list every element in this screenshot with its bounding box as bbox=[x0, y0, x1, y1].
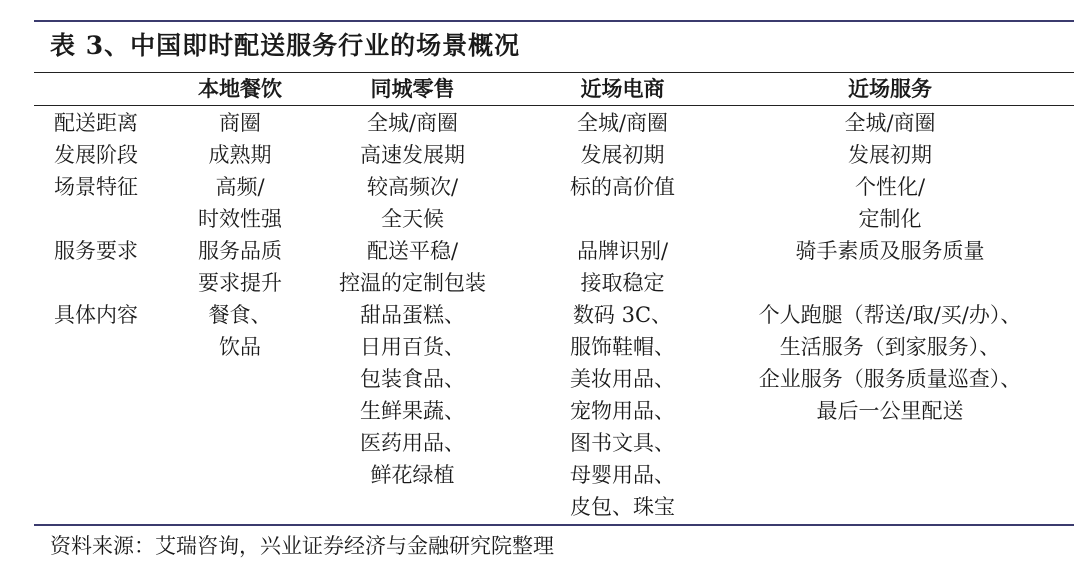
table-cell-near-field-services bbox=[735, 171, 1045, 235]
cell-line: 甜品蛋糕、 bbox=[360, 303, 465, 327]
table-title: 表 3、中国即时配送服务行业的场景概况 bbox=[50, 31, 521, 60]
table-cell-near-field-ecommerce bbox=[525, 171, 720, 203]
table-cell-same-city-retail bbox=[320, 235, 505, 299]
cell-line: 控温的定制包装 bbox=[339, 271, 486, 295]
cell-line: 品牌识别/ bbox=[576, 239, 669, 263]
cell-line: 时效性强 bbox=[198, 207, 282, 231]
top-rule bbox=[34, 20, 1074, 22]
header-cell-near-field-services: 近场服务 bbox=[848, 76, 932, 101]
table-cell-local-dining bbox=[180, 235, 300, 299]
cell-line: 全天候 bbox=[381, 207, 444, 231]
header-bottom-rule bbox=[34, 105, 1074, 106]
table-cell-local-dining bbox=[180, 107, 300, 139]
table-cell-near-field-services bbox=[735, 139, 1045, 171]
table-cell-local-dining bbox=[180, 171, 300, 235]
table-cell-near-field-ecommerce bbox=[525, 235, 720, 299]
table-cell-local-dining bbox=[180, 299, 300, 363]
table-cell-near-field-ecommerce bbox=[525, 299, 720, 523]
cell-line: 饮品 bbox=[219, 335, 261, 359]
cell-line: 全城/商圈 bbox=[576, 111, 669, 135]
table-cell-same-city-retail bbox=[320, 139, 505, 171]
cell-line: 全城/商圈 bbox=[844, 111, 936, 135]
cell-line: 商圈 bbox=[219, 111, 261, 135]
cell-line: 较高频次/ bbox=[366, 175, 459, 199]
cell-line: 发展初期 bbox=[848, 143, 932, 167]
cell-line: 服务品质 bbox=[198, 239, 282, 263]
cell-line: 企业服务（服务质量巡查）、 bbox=[758, 367, 1022, 391]
cell-line: 图书文具、 bbox=[570, 431, 675, 455]
row-label: 具体内容 bbox=[54, 303, 138, 327]
cell-line: 高速发展期 bbox=[360, 143, 465, 167]
table-cell-near-field-services bbox=[735, 107, 1045, 139]
cell-line: 全城/商圈 bbox=[366, 111, 459, 135]
row-label: 服务要求 bbox=[54, 239, 138, 263]
cell-line: 高频/ bbox=[215, 175, 265, 199]
cell-line: 个人跑腿（帮送/取/买/办）、 bbox=[758, 303, 1022, 327]
header-top-rule bbox=[34, 72, 1074, 73]
cell-line: 个性化/ bbox=[854, 175, 926, 199]
cell-line: 包装食品、 bbox=[360, 367, 465, 391]
cell-line: 餐食、 bbox=[208, 303, 272, 327]
cell-line: 数码 3C、 bbox=[572, 303, 673, 327]
table-cell-same-city-retail bbox=[320, 299, 505, 491]
row-label: 配送距离 bbox=[54, 111, 138, 135]
cell-line: 服饰鞋帽、 bbox=[570, 335, 675, 359]
table-cell-near-field-ecommerce bbox=[525, 139, 720, 171]
header-cell-local-dining: 本地餐饮 bbox=[198, 76, 282, 101]
cell-line: 宠物用品、 bbox=[570, 399, 675, 423]
cell-line: 定制化 bbox=[858, 207, 922, 231]
bottom-rule bbox=[34, 524, 1074, 526]
header-cell-same-city-retail: 同城零售 bbox=[370, 76, 455, 101]
row-label: 场景特征 bbox=[54, 175, 138, 199]
table-cell-same-city-retail bbox=[320, 107, 505, 139]
table-cell-near-field-services bbox=[735, 299, 1045, 427]
cell-line: 成熟期 bbox=[208, 143, 272, 167]
cell-line: 最后一公里配送 bbox=[816, 399, 964, 423]
cell-line: 要求提升 bbox=[198, 271, 282, 295]
header-cell-near-field-ecommerce: 近场电商 bbox=[580, 76, 665, 101]
table-cell-same-city-retail bbox=[320, 171, 505, 235]
cell-line: 皮包、珠宝 bbox=[570, 495, 675, 519]
cell-line: 美妆用品、 bbox=[570, 367, 675, 391]
cell-line: 发展初期 bbox=[580, 143, 665, 167]
cell-line: 标的高价值 bbox=[570, 175, 675, 199]
cell-line: 医药用品、 bbox=[360, 431, 465, 455]
row-label: 发展阶段 bbox=[54, 143, 138, 167]
table-cell-near-field-services bbox=[735, 235, 1045, 267]
cell-line: 母婴用品、 bbox=[570, 463, 675, 487]
cell-line: 鲜花绿植 bbox=[370, 463, 455, 487]
table-cell-local-dining bbox=[180, 139, 300, 171]
cell-line: 生活服务（到家服务）、 bbox=[779, 335, 1001, 359]
cell-line: 生鲜果蔬、 bbox=[360, 399, 465, 423]
table-cell-near-field-ecommerce bbox=[525, 107, 720, 139]
cell-line: 接取稳定 bbox=[580, 271, 665, 295]
cell-line: 配送平稳/ bbox=[366, 239, 459, 263]
cell-line: 骑手素质及服务质量 bbox=[795, 239, 985, 263]
cell-line: 日用百货、 bbox=[360, 335, 465, 359]
source-note: 资料来源：艾瑞咨询，兴业证券经济与金融研究院整理 bbox=[50, 534, 554, 558]
